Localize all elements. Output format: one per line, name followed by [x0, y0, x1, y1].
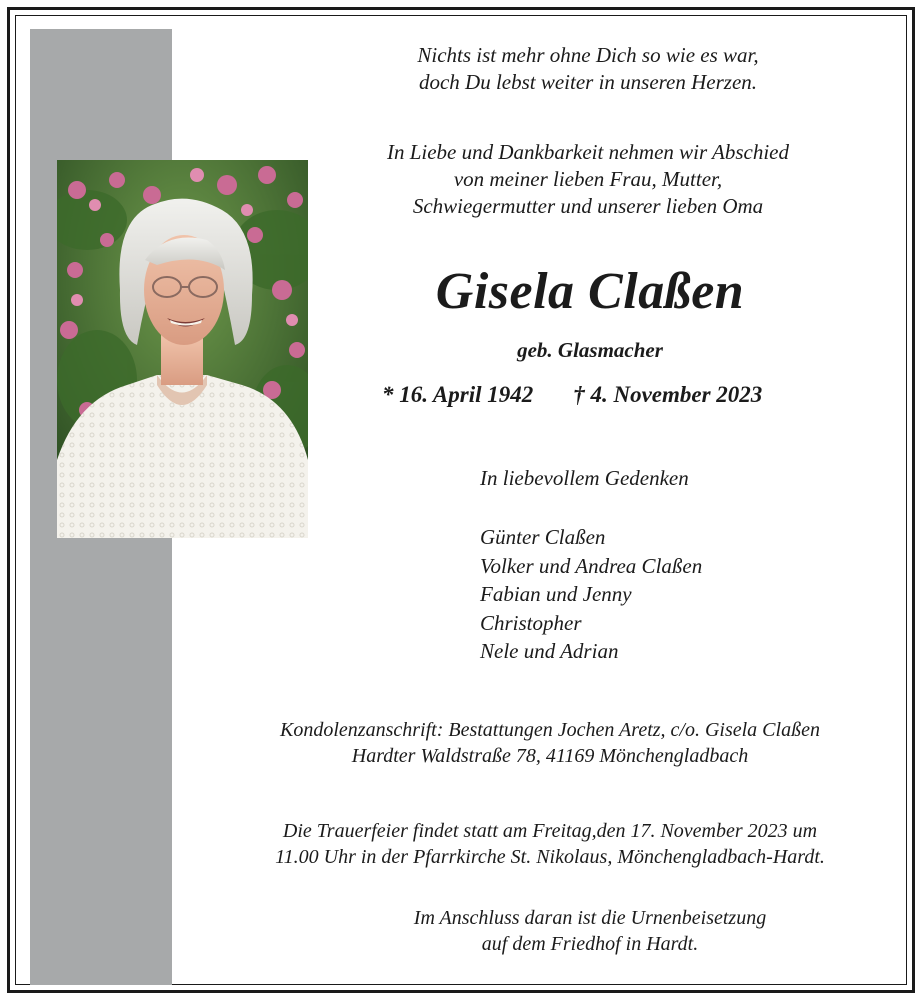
maiden-name: geb. Glasmacher: [517, 338, 663, 362]
mourner-name: Christopher: [480, 610, 582, 635]
remembrance-line: In liebevollem Gedenken: [480, 466, 689, 490]
mourner-name: Günter Claßen: [480, 525, 606, 549]
service-line-1: Die Trauerfeier findet statt am Freitag,den 17. November 2023 um: [282, 820, 818, 842]
mourner-name: Nele und Adrian: [480, 639, 619, 663]
mourner-name: Fabian und Jenny: [480, 582, 632, 606]
condolence-line-1: Kondolenzanschrift: Bestattungen Jochen Aretz, c/o. Gisela Claßen: [280, 719, 820, 741]
mourner-name: Volker und Andrea Claßen: [480, 553, 703, 578]
intro-line-3: Schwiegermutter und unserer lieben Oma: [412, 194, 764, 218]
birth-date: * 16. April 1942: [382, 382, 534, 407]
funeral-service-info: [200, 818, 900, 870]
life-dates: [382, 381, 762, 409]
service-line-2: 11.00 Uhr in der Pfarrkirche St. Nikolaus, Mönchengladbach-Hardt.: [275, 846, 825, 868]
verse-line-1: Nichts ist mehr ohne Dich so wie es war,: [417, 43, 759, 67]
intro-line-1: In Liebe und Dankbarkeit nehmen wir Abschied: [386, 140, 790, 164]
verse-line-2: doch Du lebst weiter in unseren Herzen.: [418, 70, 758, 94]
condolence-address: [210, 717, 890, 769]
intro-line-2: von meiner lieben Frau, Mutter,: [453, 167, 723, 191]
farewell-intro: [323, 139, 853, 220]
burial-line-2: auf dem Friedhof in Hardt.: [481, 933, 699, 955]
urn-burial-info: [300, 905, 880, 957]
mourners-list: [480, 523, 702, 666]
verse: [323, 42, 853, 96]
condolence-line-2: Hardter Waldstraße 78, 41169 Mönchengladbach: [351, 745, 749, 767]
portrait-photo: [57, 160, 308, 538]
deceased-name: Gisela Claßen: [435, 263, 745, 320]
burial-line-1: Im Anschluss daran ist die Urnenbeisetzung: [413, 907, 767, 929]
death-date: † 4. November 2023: [573, 382, 763, 407]
